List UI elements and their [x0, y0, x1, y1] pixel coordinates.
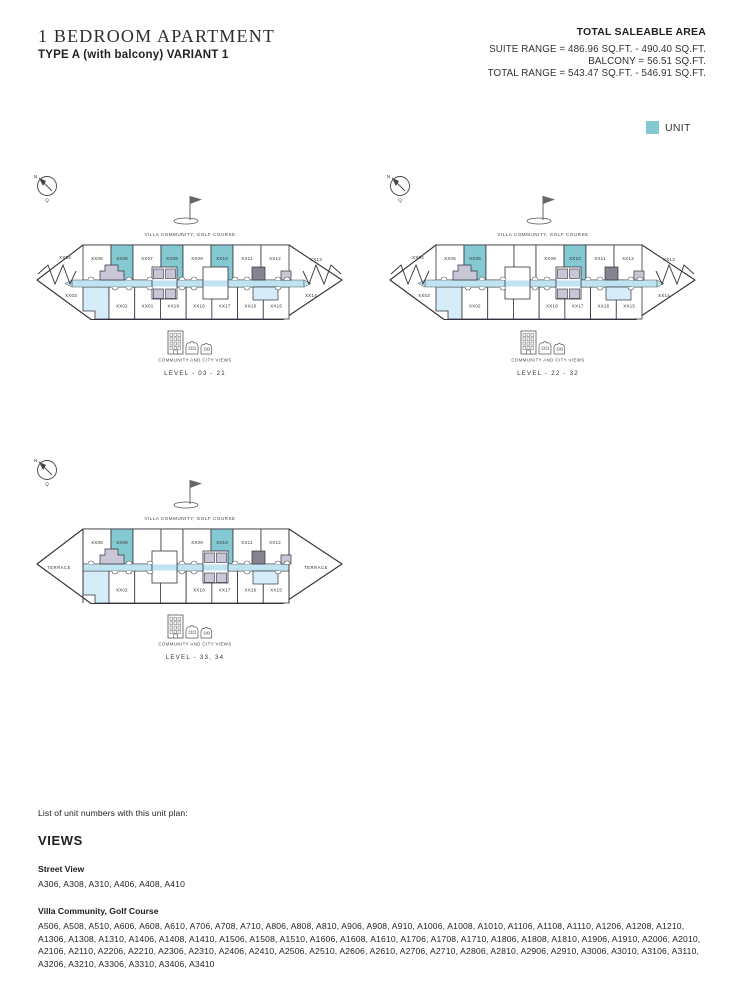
unit-label: XX03 [418, 293, 430, 298]
unit-label: XX16 [597, 303, 610, 309]
unit-label: XX08 [166, 256, 178, 261]
saleable-area-title: TOTAL SALEABLE AREA [576, 26, 706, 38]
unit-label: XX05 [91, 540, 103, 545]
golf-flag-icon [527, 196, 555, 224]
corridor [72, 280, 304, 287]
golf-flag-icon [174, 480, 202, 508]
unit-label: XX02 [468, 303, 481, 309]
terrace-label-left: TERRACE [46, 565, 72, 570]
unit-label: XX09 [544, 256, 556, 261]
shaft-block [605, 267, 618, 280]
views-heading: VIEWS [38, 833, 83, 848]
villa-community-units: A506, A508, A510, A606, A608, A610, A706, A708, A710, A806, A808, A810, A906, A908, A910, A1006, A1008, A1010, A1106, A1108, A1110, A1206, A1208, A1210, A1306, A1308, A1310, A1406, A1408, A1410, A1506, A1508, A1510, A1606, A1608, A1610, A1706, A1708, A1710, A1806, A1808, A1810, A1906, A1910, A2006, A2010, A2106, A2110, A2206, A2210, A2306, A2310, A2406, A2410, A2506, A2510, A2606, A2610, A2706, A2710, A2806, A2810, A2906, A2910, A3006, A3010, A3106, A3110, A3206, A3210, A3306, A3310, A3406, A3410 [38, 921, 701, 969]
floor-plan-level-33-34 [25, 452, 355, 667]
unit-label: XX17 [571, 303, 584, 309]
unit-label: XX13 [310, 257, 322, 262]
unit-label: XX15 [270, 587, 283, 593]
unit-label: XX14 [658, 293, 670, 298]
page-title: 1 BEDROOM APARTMENT [38, 26, 276, 46]
unit-label: XX06 [469, 256, 481, 261]
saleable-area-block [488, 26, 706, 81]
unit-label: XX01 [141, 303, 154, 309]
terrace-label-right: TERRACE [303, 565, 329, 570]
unit-label: XX11 [594, 256, 606, 261]
compass-icon [387, 174, 410, 203]
shaft-block [252, 267, 265, 280]
lobby-room [253, 571, 278, 584]
unit-label: XX07 [141, 256, 153, 261]
city-view-caption: COMMUNITY AND CITY VIEWS [158, 641, 232, 647]
compass-n-label: N [33, 458, 38, 463]
unit-label: XX16 [244, 303, 257, 309]
floor-plan-svg [378, 168, 708, 383]
unit-label: XX17 [218, 303, 231, 309]
floor-plan-level-22-32 [378, 168, 708, 383]
unit-label: XX10 [569, 256, 581, 261]
corridor [425, 280, 657, 287]
street-view-section [38, 864, 706, 890]
unit-label: XX12 [269, 256, 281, 261]
compass-icon [34, 458, 57, 487]
golf-course-caption: VILLA COMMUNITY, GOLF COURSE [144, 232, 236, 237]
golf-course-caption: VILLA COMMUNITY, GOLF COURSE [144, 516, 236, 521]
unit-list-intro: List of unit numbers with this unit plan: [38, 808, 188, 818]
villa-community-heading: Villa Community, Golf Course [38, 906, 159, 917]
unit-legend-swatch [646, 121, 659, 134]
city-view-icon [521, 331, 565, 354]
page-subtitle: TYPE A (with balcony) VARIANT 1 [38, 49, 229, 61]
unit-list-footer [38, 808, 706, 970]
unit-label: XX11 [241, 256, 253, 261]
golf-course-caption: VILLA COMMUNITY, GOLF COURSE [497, 232, 589, 237]
level-label: LEVEL - 22 - 32 [517, 370, 579, 377]
unit-label: XX13 [663, 257, 675, 262]
unit-label: XX03 [65, 293, 77, 298]
street-view-heading: Street View [38, 864, 85, 874]
unit-label: XX18 [546, 303, 558, 309]
total-range-line: TOTAL RANGE = 543.47 SQ.FT. - 546.91 SQ.FT. [487, 68, 706, 80]
unit-label: XX15 [270, 303, 283, 309]
compass-q-label: Q [45, 481, 49, 487]
lobby-room [606, 287, 631, 300]
unit-label: XX10 [216, 540, 228, 545]
city-view-icon [168, 331, 212, 354]
unit-label: XX11 [241, 540, 253, 545]
unit-legend-label: UNIT [665, 121, 691, 134]
unit-label: XX09 [191, 256, 203, 261]
villa-community-section [38, 906, 706, 970]
compass-icon [34, 174, 57, 203]
floor-plan-svg [25, 452, 355, 667]
compass-q-label: Q [45, 197, 49, 203]
compass-n-label: N [386, 174, 391, 179]
unit-label: XX18 [193, 587, 205, 593]
unit-label: XX16 [244, 587, 257, 593]
lobby-room [253, 287, 278, 300]
compass-n-label: N [33, 174, 38, 179]
unit-label: XX06 [116, 540, 128, 545]
street-view-units: A306, A308, A310, A406, A408, A410 [38, 879, 186, 889]
unit-label: XX02 [115, 303, 128, 309]
unit-label: XX19 [167, 303, 180, 309]
unit-label: XX17 [218, 587, 231, 593]
unit-label: XX09 [191, 540, 203, 545]
unit-label: XX05 [91, 256, 103, 261]
city-view-caption: COMMUNITY AND CITY VIEWS [511, 357, 585, 363]
city-view-caption: COMMUNITY AND CITY VIEWS [158, 357, 232, 363]
unit-label: XX04 [412, 255, 424, 260]
unit-label: XX02 [115, 587, 128, 593]
level-label: LEVEL - 03 - 21 [164, 370, 226, 377]
level-label: LEVEL - 33, 34 [165, 654, 225, 661]
compass-q-label: Q [398, 197, 402, 203]
unit-label: XX12 [622, 256, 634, 261]
floor-plan-level-03-21 [25, 168, 355, 383]
unit-legend [646, 121, 691, 134]
floor-plan-svg [25, 168, 355, 383]
unit-label: XX12 [269, 540, 281, 545]
unit-label: XX06 [116, 256, 128, 261]
suite-range-line: SUITE RANGE = 486.96 SQ.FT. - 490.40 SQ.FT. [489, 44, 706, 55]
unit-label: XX04 [59, 255, 71, 260]
unit-label: XX05 [444, 256, 456, 261]
unit-label: XX14 [305, 293, 317, 298]
unit-label: XX10 [216, 256, 228, 261]
city-view-icon [168, 615, 212, 638]
unit-label: XX15 [623, 303, 636, 309]
shaft-block [252, 551, 265, 564]
balcony-line: BALCONY = 56.51 SQ.FT. [588, 56, 706, 68]
golf-flag-icon [174, 196, 202, 224]
unit-label: XX18 [193, 303, 205, 309]
corridor [83, 564, 289, 571]
